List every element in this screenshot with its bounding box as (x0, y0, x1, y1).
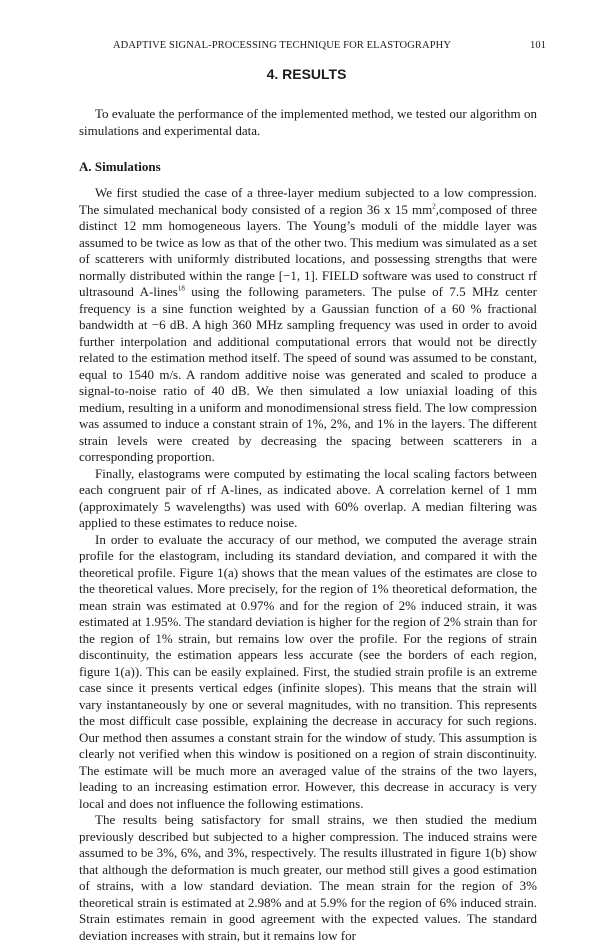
superscript-squared: 2 (432, 202, 436, 211)
paragraph-1-part-a: We first studied the case of a three-layer medium subjected to a low compression. The simulated mechanical body consisted of a region 36 x 15 mm (79, 185, 537, 217)
section-heading: 4. RESULTS (266, 66, 347, 82)
intro-paragraph-block (79, 106, 537, 139)
running-head-title: ADAPTIVE SIGNAL-PROCESSING TECHNIQUE FOR ELASTOGRAPHY (113, 40, 452, 51)
paragraph-2: Finally, elastograms were computed by estimating the local scaling factors between each congruent pair of rf A-lines, as indicated above. A correlation kernel of 1 mm (approximately 5 wavelengths) was used with 60% overlap. A median filtering was applied to these estimates to reduce noise. (79, 465, 537, 530)
paragraph-3: In order to evaluate the accuracy of our method, we computed the average strain profile for the elastogram, including its standard deviation, and compared it with the theoretical profile. Figure 1(a) shows that the mean values of the estimates are close to the theoretical values. More precisely, for the region of 1% theoretical deformation, the mean strain was estimated at 0.97% and for the region of 2% induced strain, it was estimated at 1.95%. The standard deviation is higher for the region of 2% strain than for the region of 1% strain, but remains low over the profile. For the regions of strain discontinuity, the estimation appears less accurate (see the borders of each region, figure 1(a)). This can be easily explained. First, the studied strain profile is an extreme case since it presents vertical edges (infinite slopes). This means that the strain will vary instantaneously by one or several magnitudes, with no transition. This represents the most difficult case possible, explaining the decrease in accuracy for such regions. Our method then assumes a constant strain for the window of study. This assumption is clearly not verified when this window is positioned on a region of strain discontinuity. The estimate will be much more an averaged value of the strains of the two layers, leading to an increasing estimation error. However, this decrease in accuracy is very local and does not influence the following estimations. (79, 531, 537, 811)
paragraph-1-part-c: using the following parameters. The pulse of 7.5 MHz center frequency is a sine function weighted by a Gaussian function of a 60 % fractional bandwidth at −6 dB. A high 360 MHz sampling frequency was used in order to avoid further interpolation and additional computational errors that would not be directly related to the estimation method itself. The speed of sound was assumed to be constant, equal to 1540 m/s. A random additive noise was generated and scaled to produce a signal-to-noise ratio of 40 dB. We then simulated a low uniaxial loading of this medium, resulting in a uniform and monodimensional stress field. The low compression was assumed to induce a constant strain of 1%, 2%, and 1% in the layers. The different strain levels were created by decreasing the spacing between scatterers in a corresponding proportion. (79, 284, 538, 464)
page-number: 101 (530, 40, 547, 51)
paragraph-4: The results being satisfactory for small strains, we then studied the medium previously described but subjected to a higher compression. The induced strains were assumed to be 3%, 6%, and 3%, respectively. The results illustrated in figure 1(b) show that although the deformation is much greater, our method still gives a good estimation of strains, with a low standard deviation. The mean strain for the region of 3% theoretical strain is estimated at 2.98% and at 5.9% for the region of 6% induced strain. Strain estimates remain in good agreement with the expected values. The standard deviation increases with strain, but it remains low for (79, 812, 537, 943)
paragraph-1 (79, 185, 537, 466)
subsection-heading: A. Simulations (79, 159, 161, 174)
reference-superscript: 18 (177, 284, 185, 293)
intro-paragraph: To evaluate the performance of the implemented method, we tested our algorithm on simulations and experimental data. (79, 106, 537, 138)
paragraph-1-part-b: ,composed of three distinct 12 mm homogeneous layers. The Young’s moduli of the middle layer was assumed to be twice as low as that of the other two. This medium was simulated as a set of scatterers with uniformly distributed locations, and possessing strengths that were normally distributed within the range [−1, 1]. FIELD software was used to construct rf ultrasound A-lines (79, 201, 537, 299)
simulations-text (79, 185, 537, 944)
